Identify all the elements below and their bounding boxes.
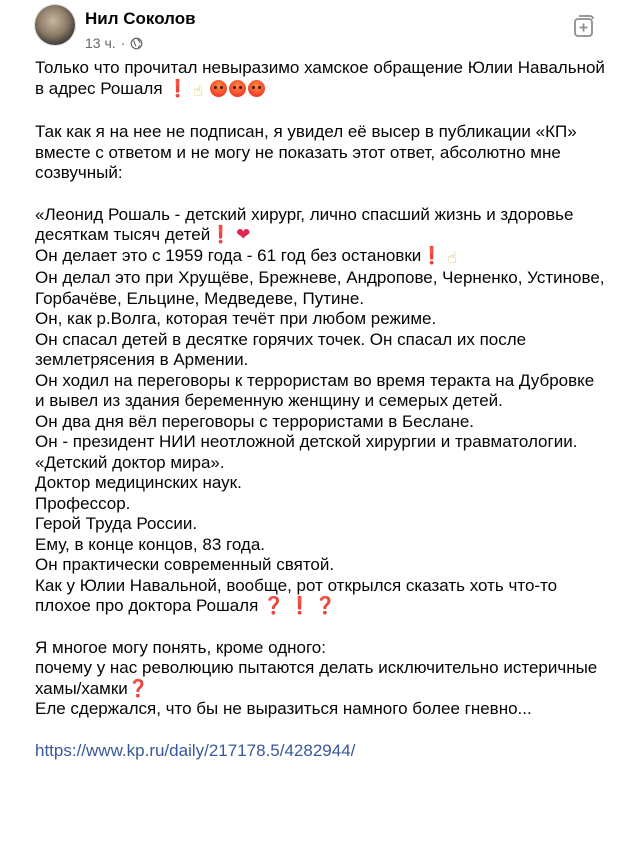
post-paragraph: Доктор медицинских наук.	[35, 473, 242, 492]
post-paragraph: Ему, в конце концов, 83 года.	[35, 534, 265, 554]
post-paragraph: Он два дня вёл переговоры с террористами в Беслане.	[35, 411, 475, 431]
post-paragraph: Он, как р.Волга, которая течёт при любом режиме.	[35, 309, 437, 328]
post-paragraph: Он делал это при Хрущёве, Брежневе, Андропове, Черненко, Устинове, Горбачёве, Ельцине, Медведеве, Путине.	[35, 268, 605, 308]
post-body	[35, 58, 605, 761]
post-paragraph: Профессор.	[35, 493, 131, 513]
meta-separator: ·	[120, 35, 126, 51]
post-meta	[85, 35, 143, 51]
post-paragraph: Он - президент НИИ неотложной детской хирургии и травматологии.	[35, 432, 578, 451]
post-paragraph: Я многое могу понять, кроме одного:	[35, 637, 326, 657]
post-paragraph: «Детский доктор мира».	[35, 452, 225, 472]
post-paragraph: Он делает это с 1959 года - 61 год без остановки❗ ☝	[35, 245, 457, 267]
post-link[interactable]: https://www.kp.ru/daily/217178.5/4282944/	[35, 740, 356, 760]
globe-icon	[130, 37, 143, 50]
post-paragraph: Он спасал детей в десятке горячих точек. Он спасал их после землетрясения в Армении.	[35, 329, 527, 369]
post-paragraph: «Леонид Рошаль - детский хирург, лично спасший жизнь и здоровье десяткам тысяч детей❗ ❤	[35, 204, 574, 245]
angry-face-icon	[248, 80, 265, 97]
avatar[interactable]	[35, 5, 75, 45]
post-paragraph: Еле сдержался, что бы не выразиться намного более гневно...	[35, 699, 532, 718]
save-post-icon[interactable]	[570, 12, 598, 40]
post-paragraph: Только что прочитал невыразимо хамское обращение Юлии Навальной в адрес Рошаля ❗ ☝	[35, 58, 605, 100]
author-name[interactable]: Нил Соколов	[85, 9, 196, 28]
post-paragraph: Как у Юлии Навальной, вообще, рот открылся сказать хоть что-то плохое про доктора Рошаля ❓ ❗ ❓	[35, 575, 558, 616]
post-paragraph: почему у нас революцию пытаются делать исключительно истеричные хамы/хамки❓	[35, 658, 598, 699]
post-paragraph: Он практически современный святой.	[35, 555, 335, 574]
post-paragraph: Он ходил на переговоры к террористам во время теракта на Дубровке и вывел из здания беременную женщину и семерых детей.	[35, 370, 595, 410]
post-paragraph: Герой Труда России.	[35, 514, 198, 533]
angry-face-icon	[229, 80, 246, 97]
post-time[interactable]: 13 ч.	[85, 35, 116, 51]
post-paragraph: Так как я на нее не подписан, я увидел её высер в публикации «КП» вместе с ответом и не могу не показать этот ответ, абсолютно мне созвучный:	[35, 122, 577, 182]
angry-face-icon	[210, 80, 227, 97]
